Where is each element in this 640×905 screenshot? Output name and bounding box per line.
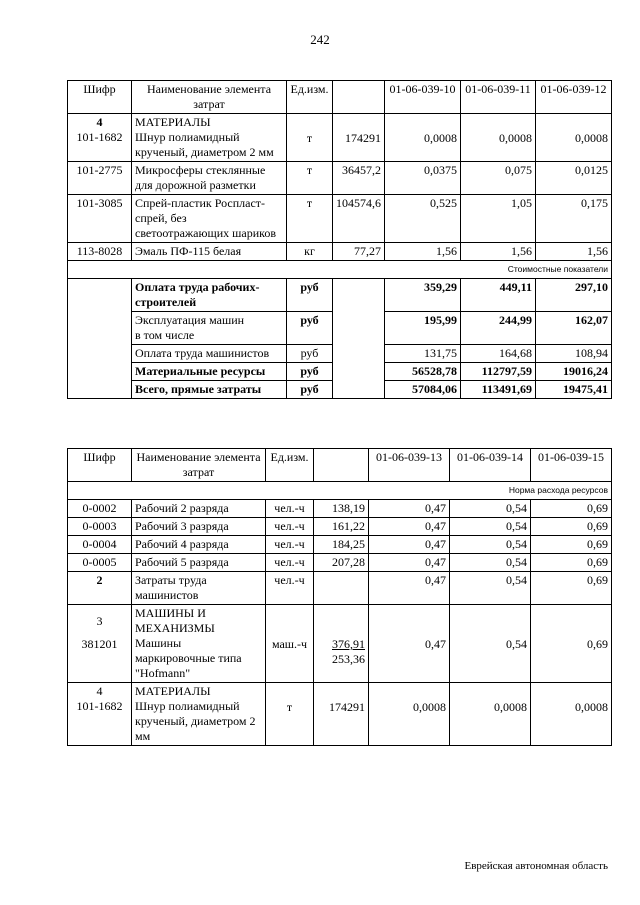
- worker-value: 0,47: [369, 554, 450, 572]
- machine-value: 0,47: [369, 605, 450, 683]
- machine-name: Машины маркировочные типа "Hofmann": [135, 636, 242, 680]
- labor-total-value: 0,47: [369, 572, 450, 605]
- worker-price: 138,19: [314, 500, 369, 518]
- footer-region: Еврейская автономная область: [464, 860, 608, 872]
- cost-value: 297,10: [536, 279, 612, 312]
- cost-machines-sub: в том числе: [135, 328, 195, 342]
- header-unit: Ед.изм.: [287, 81, 333, 114]
- cost-value: 112797,59: [461, 363, 536, 381]
- material-name: Шнур полиамидный крученый, диаметром 2 мм: [135, 699, 256, 743]
- material-unit: кг: [287, 243, 333, 261]
- table-row: [68, 683, 612, 746]
- material-price: 36457,2: [333, 162, 385, 195]
- materials-section-code: 4: [96, 684, 103, 698]
- material-value: 0,525: [385, 195, 461, 243]
- section-name-cell: [132, 114, 287, 162]
- material-name: Эмаль ПФ-115 белая: [132, 243, 287, 261]
- table-row: [68, 536, 612, 554]
- material-name: Микросферы стеклянные для дорожной разметки: [132, 162, 287, 195]
- worker-value: 0,54: [450, 554, 531, 572]
- worker-unit: чел.-ч: [266, 500, 314, 518]
- cost-operators-name: Оплата труда машинистов: [132, 345, 287, 363]
- worker-value: 0,47: [369, 500, 450, 518]
- material-value: 0,0375: [385, 162, 461, 195]
- header-col-12: 01-06-039-12: [536, 81, 612, 114]
- materials-cost-table: [67, 80, 612, 399]
- material-value: 1,56: [461, 243, 536, 261]
- header-col-11: 01-06-039-11: [461, 81, 536, 114]
- cost-machines-name: Эксплуатация машин: [135, 313, 245, 327]
- cost-note: Стоимостные показатели: [68, 261, 612, 279]
- cost-value: 195,99: [385, 312, 461, 345]
- labor-total-price: [314, 572, 369, 605]
- material-price: 174291: [333, 114, 385, 162]
- cost-machines-name-cell: [132, 312, 287, 345]
- labor-total-code: 2: [68, 572, 132, 605]
- cost-unit: руб: [287, 381, 333, 399]
- cost-value: 162,07: [536, 312, 612, 345]
- worker-code: 0-0005: [68, 554, 132, 572]
- worker-value: 0,47: [369, 518, 450, 536]
- material-value: 0,0125: [536, 162, 612, 195]
- material-value: 0,175: [536, 195, 612, 243]
- materials-section-name: МАТЕРИАЛЫ: [135, 684, 211, 698]
- norm-note-row: [68, 482, 612, 500]
- table-row: [68, 572, 612, 605]
- machines-code-cell: [68, 605, 132, 683]
- cost-value: 57084,06: [385, 381, 461, 399]
- worker-code: 0-0004: [68, 536, 132, 554]
- material-code: 101-1682: [76, 130, 123, 144]
- cost-value: 113491,69: [461, 381, 536, 399]
- header-col-10: 01-06-039-10: [385, 81, 461, 114]
- cost-value: 56528,78: [385, 363, 461, 381]
- cost-value: 131,75: [385, 345, 461, 363]
- resource-norm-table: [67, 448, 612, 746]
- cost-price-cell: [333, 279, 385, 399]
- cost-unit: руб: [287, 279, 333, 312]
- worker-price: 184,25: [314, 536, 369, 554]
- cost-value: 108,94: [536, 345, 612, 363]
- material-value: 0,0008: [531, 683, 612, 746]
- material-value: 1,56: [385, 243, 461, 261]
- table-row: [68, 162, 612, 195]
- header-col-15: 01-06-039-15: [531, 449, 612, 482]
- labor-total-name: Затраты труда машинистов: [132, 572, 266, 605]
- machine-value: 0,54: [450, 605, 531, 683]
- table-row: [68, 500, 612, 518]
- material-price: 174291: [314, 683, 369, 746]
- section-code: 4 101-1682: [68, 114, 132, 162]
- cost-value: 164,68: [461, 345, 536, 363]
- machines-section-code: 3: [96, 614, 103, 628]
- cost-code-cell: [68, 279, 132, 399]
- material-code: 101-2775: [68, 162, 132, 195]
- machine-unit: маш.-ч: [266, 605, 314, 683]
- worker-unit: чел.-ч: [266, 536, 314, 554]
- table-row: [68, 114, 612, 162]
- table-row: [68, 605, 612, 683]
- labor-total-value: 0,54: [450, 572, 531, 605]
- material-name: Шнур полиамидный крученый, диаметром 2 мм: [135, 130, 274, 159]
- material-value: 0,0008: [461, 114, 536, 162]
- labor-total-unit: чел.-ч: [266, 572, 314, 605]
- section-name: МАТЕРИАЛЫ: [135, 115, 211, 129]
- material-unit: т: [287, 195, 333, 243]
- cost-total-name: Всего, прямые затраты: [132, 381, 287, 399]
- worker-unit: чел.-ч: [266, 554, 314, 572]
- cost-note-row: [68, 261, 612, 279]
- worker-unit: чел.-ч: [266, 518, 314, 536]
- header-price: [333, 81, 385, 114]
- worker-name: Рабочий 5 разряда: [132, 554, 266, 572]
- worker-name: Рабочий 4 разряда: [132, 536, 266, 554]
- materials-name-cell: [132, 683, 266, 746]
- machines-name-cell: [132, 605, 266, 683]
- table-header-row: [68, 81, 612, 114]
- material-unit: т: [266, 683, 314, 746]
- norm-note: Норма расхода ресурсов: [68, 482, 612, 500]
- table-row: [68, 243, 612, 261]
- header-name: Наименование элемента затрат: [132, 81, 287, 114]
- header-unit: Ед.изм.: [266, 449, 314, 482]
- worker-value: 0,54: [450, 536, 531, 554]
- table-row: [68, 518, 612, 536]
- machine-price: 376,91: [332, 637, 365, 651]
- material-value: 1,05: [461, 195, 536, 243]
- table-row: [68, 554, 612, 572]
- header-col-13: 01-06-039-13: [369, 449, 450, 482]
- worker-value: 0,69: [531, 536, 612, 554]
- material-price: 104574,6: [333, 195, 385, 243]
- cost-unit: руб: [287, 363, 333, 381]
- material-value: 0,0008: [536, 114, 612, 162]
- material-value: 0,075: [461, 162, 536, 195]
- page-number: 242: [310, 32, 330, 47]
- cost-materials-name: Материальные ресурсы: [132, 363, 287, 381]
- worker-name: Рабочий 3 разряда: [132, 518, 266, 536]
- header-code: Шифр: [68, 81, 132, 114]
- table-row: [68, 195, 612, 243]
- header-col-14: 01-06-039-14: [450, 449, 531, 482]
- cost-unit: руб: [287, 312, 333, 345]
- material-code: 101-1682: [76, 699, 123, 713]
- table-row: [68, 279, 612, 312]
- header-price: [314, 449, 369, 482]
- worker-code: 0-0003: [68, 518, 132, 536]
- cost-unit: руб: [287, 345, 333, 363]
- cost-value: 359,29: [385, 279, 461, 312]
- machine-price-cell: [314, 605, 369, 683]
- worker-value: 0,69: [531, 500, 612, 518]
- worker-price: 207,28: [314, 554, 369, 572]
- header-name: Наименование элемента затрат: [132, 449, 266, 482]
- material-unit: т: [287, 162, 333, 195]
- material-value: 0,0008: [385, 114, 461, 162]
- material-name: Спрей-пластик Роспласт-спрей, без светоотражающих шариков: [132, 195, 287, 243]
- material-price: 77,27: [333, 243, 385, 261]
- material-code: 113-8028: [68, 243, 132, 261]
- table-header-row: [68, 449, 612, 482]
- machines-section-name: МАШИНЫ И МЕХАНИЗМЫ: [135, 606, 215, 635]
- worker-value: 0,54: [450, 500, 531, 518]
- cost-value: 449,11: [461, 279, 536, 312]
- material-value: 0,0008: [450, 683, 531, 746]
- worker-code: 0-0002: [68, 500, 132, 518]
- cost-value: 19016,24: [536, 363, 612, 381]
- cost-value: 244,99: [461, 312, 536, 345]
- material-value: 1,56: [536, 243, 612, 261]
- material-value: 0,0008: [369, 683, 450, 746]
- material-code: 101-3085: [68, 195, 132, 243]
- worker-value: 0,47: [369, 536, 450, 554]
- materials-code-cell: [68, 683, 132, 746]
- cost-value: 19475,41: [536, 381, 612, 399]
- worker-value: 0,69: [531, 554, 612, 572]
- machine-code: 381201: [81, 637, 118, 651]
- worker-value: 0,54: [450, 518, 531, 536]
- machine-price-operator: 253,36: [332, 652, 365, 666]
- worker-name: Рабочий 2 разряда: [132, 500, 266, 518]
- header-code: Шифр: [68, 449, 132, 482]
- worker-value: 0,69: [531, 518, 612, 536]
- labor-total-value: 0,69: [531, 572, 612, 605]
- machine-value: 0,69: [531, 605, 612, 683]
- material-unit: т: [287, 114, 333, 162]
- worker-price: 161,22: [314, 518, 369, 536]
- cost-labor-name: Оплата труда рабочих-строителей: [132, 279, 287, 312]
